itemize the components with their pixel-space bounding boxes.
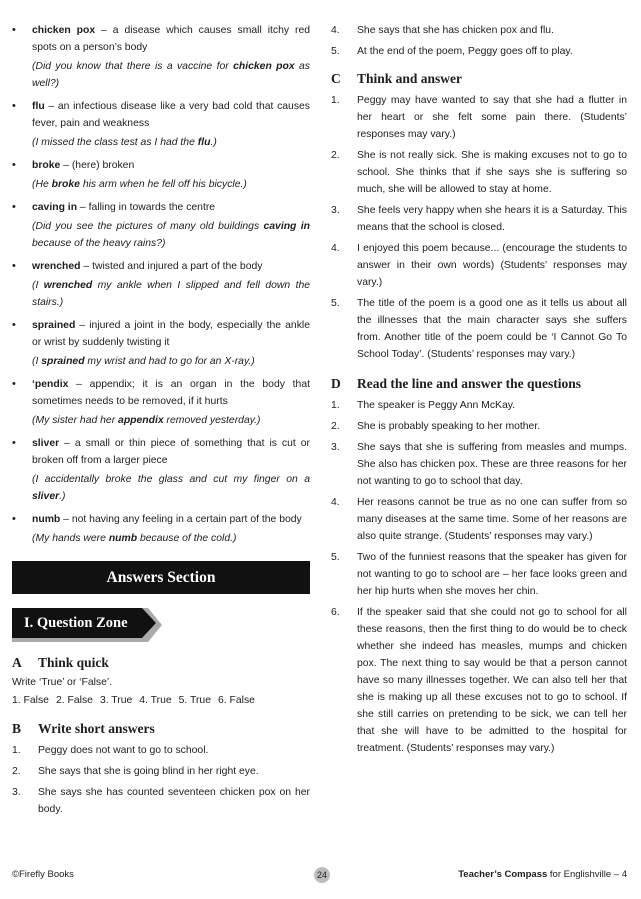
answer-item: 4. True [139, 695, 172, 706]
glossary-item [12, 157, 310, 193]
question-zone-header [12, 608, 310, 644]
glossary-item [12, 199, 310, 252]
answers-section-banner: Answers Section [12, 561, 310, 594]
book-title: Teacher’s Compass for Englishville – 4 [458, 869, 627, 880]
glossary-example: (He broke his arm when he fell off his bicycle.) [32, 179, 247, 190]
section-b-list [12, 742, 310, 818]
glossary-item [12, 435, 310, 505]
glossary-item [12, 317, 310, 370]
list-item: 1. Peggy does not want to go to school. [12, 745, 209, 756]
glossary-definition: numb – not having any feeling in a certain part of the body [32, 514, 302, 525]
list-item: 1. The speaker is Peggy Ann McKay. [331, 400, 516, 411]
bullet: • [12, 513, 16, 525]
answer-item: 1. False [12, 695, 49, 706]
copyright-text: ©Firefly Books [12, 869, 74, 880]
glossary-definition: sprained – injured a joint in the body, especially the ankle or wrist by suddenly twisting it [32, 320, 310, 348]
list-item: 2. She is probably speaking to her mother. [331, 421, 541, 432]
list-item: 3. She feels very happy when she hears it is a Saturday. This means that the school is closed. [331, 205, 627, 233]
list-item: 1. Peggy may have wanted to say that she had a flutter in her heart or she felt some pain there. (Students’ responses may vary.) [331, 95, 627, 140]
glossary-item [12, 258, 310, 311]
list-item: 2. She says that she is going blind in her right eye. [12, 766, 259, 777]
glossary-example: (I missed the class test as I had the flu.) [32, 137, 217, 148]
section-c-list [331, 92, 627, 363]
glossary-definition: wrenched – twisted and injured a part of the body [32, 261, 263, 272]
bullet: • [12, 201, 16, 213]
glossary-item [12, 376, 310, 429]
bullet: • [12, 378, 16, 390]
glossary-example: (I accidentally broke the glass and cut my finger on a sliver.) [32, 474, 310, 502]
list-item: 4. She says that she has chicken pox and flu. [331, 25, 554, 36]
list-item: 4. I enjoyed this poem because... (encourage the students to answer in their own words) (Students’ responses may vary.) [331, 243, 627, 288]
section-a-instruction: Write ‘True’ or ‘False’. [12, 677, 113, 688]
section-d-heading: D Read the line and answer the questions [331, 376, 582, 391]
page-number-badge: 24 [314, 867, 330, 883]
question-zone-title: I. Question Zone [24, 615, 128, 631]
section-b-heading: B Write short answers [12, 721, 155, 736]
glossary-item [12, 511, 310, 547]
list-item: 3. She says that she is suffering from measles and mumps. She also has chicken pox. These are three reasons for her not wanting to go to school that day. [331, 442, 627, 487]
bullet: • [12, 24, 16, 36]
glossary-example: (Did you see the pictures of many old buildings caving in because of the heavy rains?) [32, 221, 310, 249]
list-item: 4. Her reasons cannot be true as no one can suffer from so many diseases at the same time. Some of her reasons are also quite strange. (Students’ responses may vary.) [331, 497, 627, 542]
list-item: 2. She is not really sick. She is making excuses not to go to school. She thinks that if she says she is suffering so much, she will be allowed to stay at home. [331, 150, 627, 195]
glossary-example: (Did you know that there is a vaccine for chicken pox as well?) [32, 61, 310, 89]
glossary-definition: broke – (here) broken [32, 160, 135, 171]
list-item: 3. She says she has counted seventeen chicken pox on her body. [12, 787, 310, 815]
glossary-example: (I wrenched my ankle when I slipped and fell down the stairs.) [32, 280, 311, 308]
page-footer [12, 867, 627, 883]
left-column [12, 22, 310, 822]
glossary-definition: chicken pox – a disease which causes small itchy red spots on a person’s body [32, 25, 310, 53]
answer-item: 6. False [217, 695, 255, 706]
section-d-list [331, 397, 627, 757]
answer-item: 3. True [99, 695, 133, 706]
list-item: 5. Two of the funniest reasons that the speaker has given for not wanting to go to school are – her face looks green and her hip hurts when she moves her chin. [331, 552, 627, 597]
glossary-item [12, 22, 310, 92]
bullet: • [12, 159, 16, 171]
list-item: 5. At the end of the poem, Peggy goes off to play. [331, 46, 573, 57]
list-item: 5. The title of the poem is a good one as it tells us about all the illnesses that the main character says she suffers from. Another title of the poem could be ‘I Cannot Go To School Today’. (Students’ responses may vary.) [331, 298, 627, 360]
bullet: • [12, 260, 16, 272]
section-c-heading: C Think and answer [331, 71, 463, 86]
answer-item: 2. False [55, 695, 93, 706]
glossary-item [12, 98, 310, 151]
right-column [331, 22, 627, 761]
answer-item: 5. True [178, 695, 211, 706]
bullet: • [12, 437, 16, 449]
true-false-answers [12, 695, 310, 706]
glossary-example: (I sprained my wrist and had to go for an X-ray.) [32, 356, 255, 367]
section-a-heading: A Think quick [12, 655, 109, 670]
glossary-definition: flu – an infectious disease like a very bad cold that causes fever, pain and weakness [32, 101, 310, 129]
list-item: 6. If the speaker said that she could not go to school for all these reasons, then the first thing to do would be to check whether she indeed has measles, mumps and chicken pox. The next thing to say would be that a person cannot have so many illnesses together. We can also tell her that she is making up all these excuses not to go to school. If she still carries on pretending to be sick, we can tell her that she will have to be admitted to the hospital for treatment. (Students’ responses may vary.) [331, 607, 627, 754]
section-b-list-continued [331, 22, 627, 60]
glossary-definition: caving in – falling in towards the centre [32, 202, 216, 213]
glossary-example: (My sister had her appendix removed yesterday.) [32, 415, 261, 426]
glossary-definition: ‘pendix – appendix; it is an organ in the body that sometimes needs to be removed, if it hurts [32, 379, 310, 407]
bullet: • [12, 319, 16, 331]
glossary-definition: sliver – a small or thin piece of something that is cut or broken off from a larger piece [32, 438, 310, 466]
glossary-list [12, 22, 310, 547]
bullet: • [12, 100, 16, 112]
glossary-example: (My hands were numb because of the cold.) [32, 533, 237, 544]
